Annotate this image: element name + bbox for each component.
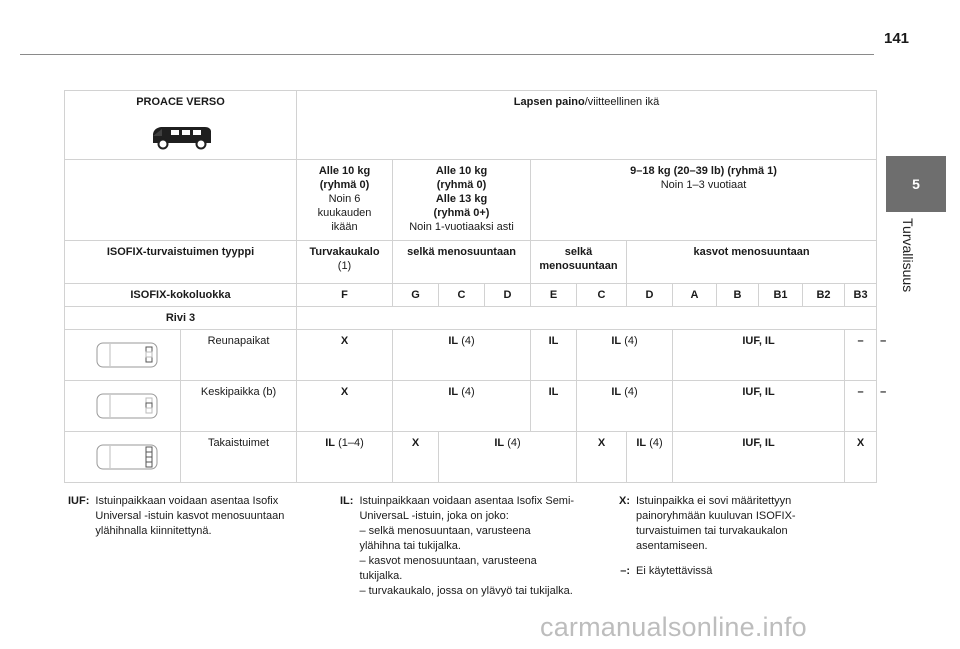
note-text: Istuinpaikkaan voidaan asentaa Isofix Universal -istuin kasvot menosuuntaan ylähihnalla kiinnitettynä.: [95, 495, 285, 537]
group-0-plus: Alle 10 kg (ryhmä 0) Alle 13 kg (ryhmä 0+) Noin 1-vuotiaaksi asti: [393, 160, 531, 241]
class-cell: B2: [803, 284, 845, 307]
chapter-label: Turvallisuus: [900, 218, 916, 293]
class-cell: E: [531, 284, 577, 307]
class-cell: C: [439, 284, 485, 307]
position-name: Takaistuimet: [181, 432, 297, 483]
note-key: IL:: [340, 495, 354, 507]
note-iuf-block: [68, 494, 318, 547]
note-il-block: [340, 494, 610, 607]
isofix-table: [64, 90, 887, 483]
seat-diagram-cell: [65, 432, 181, 483]
child-weight-header: Lapsen paino/viitteellinen ikä: [297, 91, 877, 160]
table-row: Keskipaikka (b) X IL (4) IL IL (4) IUF, IL – –: [65, 381, 877, 432]
note-key: –:: [620, 565, 630, 577]
class-cell: B1: [759, 284, 803, 307]
table-row: Takaistuimet IL (1–4) X IL (4) X IL (4) IUF, IL X: [65, 432, 877, 483]
class-cell: D: [485, 284, 531, 307]
note-key: X:: [619, 495, 630, 507]
watermark: carmanualsonline.info: [540, 612, 807, 642]
class-label: ISOFIX-kokoluokka: [65, 284, 297, 307]
seat-middle-icon: [96, 393, 158, 419]
note-x-block: [616, 494, 846, 587]
header-divider: [20, 54, 874, 55]
note-text: Istuinpaikka ei sovi määritettyyn painoryhmään kuuluvan ISOFIX- turvaistuimen tai turvakaukalon asentamiseen.: [636, 495, 796, 552]
position-name: Keskipaikka (b): [181, 381, 297, 432]
class-cell: G: [393, 284, 439, 307]
class-cell: B3: [845, 284, 877, 307]
class-cell: D: [627, 284, 673, 307]
note-key: IUF:: [68, 495, 90, 507]
table-row: Reunapaikat X IL (4) IL IL (4) IUF, IL – –: [65, 330, 877, 381]
position-name: Reunapaikat: [181, 330, 297, 381]
seat-outer-icon: [96, 342, 158, 368]
class-cell: C: [577, 284, 627, 307]
class-cell: F: [297, 284, 393, 307]
chapter-tab[interactable]: 5: [886, 156, 946, 212]
type-label: ISOFIX-turvaistuimen tyyppi: [65, 241, 297, 284]
class-cell: A: [673, 284, 717, 307]
van-icon: [149, 125, 213, 151]
note-text: Ei käytettävissä: [636, 565, 713, 577]
type-rear-facing-2: selkä menosuuntaan: [531, 241, 627, 284]
type-carrycot: Turvakaukalo (1): [297, 241, 393, 284]
vehicle-label: PROACE VERSO: [136, 96, 225, 108]
page-number: 141: [884, 30, 910, 47]
seat-diagram-cell: [65, 330, 181, 381]
seat-diagram-cell: [65, 381, 181, 432]
note-text: Istuinpaikkaan voidaan asentaa Isofix Semi- UniversaL -istuin, joka on joko: – selkä menosuuntaan, varusteena ylähihna tai tukijalka. – kasvot menosuuntaan, varusteena tukijalka. – turvakaukalo, jossa on ylävyö tai tukijalka.: [359, 495, 575, 597]
blank-cell: [297, 307, 877, 330]
row-label: Rivi 3: [65, 307, 297, 330]
seat-bench-icon: [96, 444, 158, 470]
class-cell: B: [717, 284, 759, 307]
group-1: 9–18 kg (20–39 lb) (ryhmä 1) Noin 1–3 vuotiaat: [531, 160, 877, 241]
vehicle-cell: [65, 91, 297, 160]
type-forward-facing: kasvot menosuuntaan: [627, 241, 877, 284]
group-0-carrycot: Alle 10 kg (ryhmä 0) Noin 6 kuukauden ikään: [297, 160, 393, 241]
type-rear-facing: selkä menosuuntaan: [393, 241, 531, 284]
blank-cell: [65, 160, 297, 241]
